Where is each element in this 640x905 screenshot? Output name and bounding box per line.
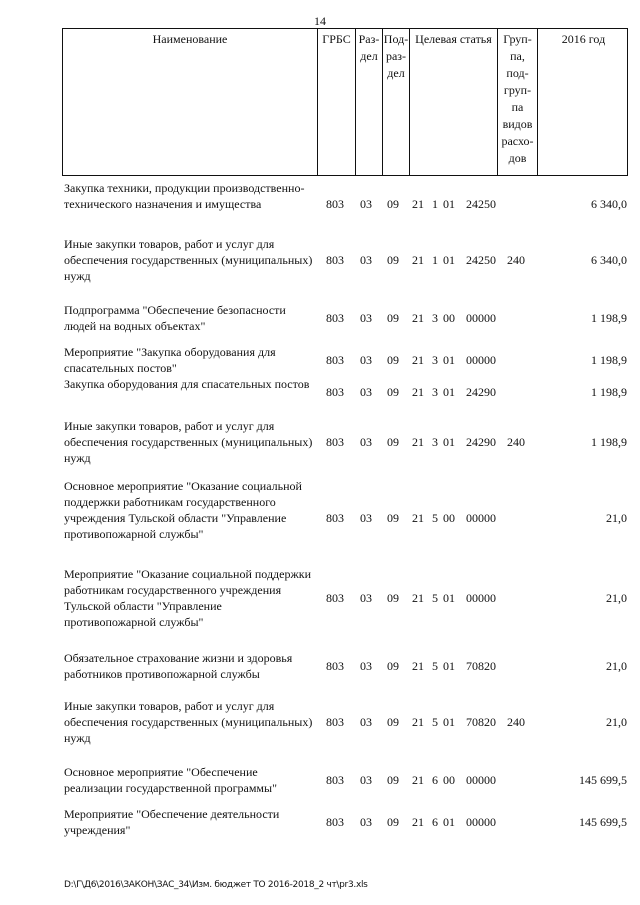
row-name: Иные закупки товаров, работ и услуг для обеспечения государственных (муниципальных) нужд <box>64 699 313 745</box>
article-subprogram-cell: 5 <box>432 715 438 729</box>
article-program-cell: 21 <box>412 253 424 267</box>
article-code-cell: 00000 <box>466 353 496 367</box>
row-name: Закупка оборудования для спасательных постов <box>64 377 310 391</box>
grbs-cell: 803 <box>326 773 344 787</box>
file-path: D:\Г\Д6\2016\ЗАКОН\ЗАС_34\Изм. бюджет ТО 2016-2018_2 чт\pr3.xls <box>64 880 368 890</box>
article-program-cell: 21 <box>412 197 424 211</box>
amount-cell: 145 699,5 <box>579 773 627 787</box>
header-name: Наименование <box>152 32 228 46</box>
grbs-cell: 803 <box>326 511 344 525</box>
article-event-cell: 01 <box>443 385 455 399</box>
podrazdel-cell: 09 <box>387 435 399 449</box>
article-event-cell: 01 <box>443 591 455 605</box>
amount-cell: 1 198,9 <box>591 311 627 325</box>
razdel-cell: 03 <box>360 311 372 325</box>
article-program-cell: 21 <box>412 435 424 449</box>
article-event-cell: 00 <box>443 311 455 325</box>
article-event-cell: 01 <box>443 435 455 449</box>
podrazdel-cell: 09 <box>387 385 399 399</box>
row-name: Обязательное страхование жизни и здоровья работников противопожарной службы <box>64 651 293 681</box>
article-subprogram-cell: 3 <box>432 353 438 367</box>
article-subprogram-cell: 3 <box>432 435 438 449</box>
header-article: Целевая статья <box>409 29 497 175</box>
row-name: Подпрограмма "Обеспечение безопасности людей на водных объектах" <box>64 303 286 333</box>
group-cell: 240 <box>507 715 525 729</box>
podrazdel-cell: 09 <box>387 253 399 267</box>
grbs-cell: 803 <box>326 659 344 673</box>
article-subprogram-cell: 5 <box>432 659 438 673</box>
article-program-cell: 21 <box>412 815 424 829</box>
razdel-cell: 03 <box>360 659 372 673</box>
article-code-cell: 00000 <box>466 773 496 787</box>
grbs-cell: 803 <box>326 385 344 399</box>
article-subprogram-cell: 3 <box>432 385 438 399</box>
article-subprogram-cell: 3 <box>432 311 438 325</box>
article-code-cell: 00000 <box>466 311 496 325</box>
podrazdel-cell: 09 <box>387 715 399 729</box>
grbs-cell: 803 <box>326 815 344 829</box>
amount-cell: 21,0 <box>606 715 627 729</box>
article-code-cell: 24250 <box>466 197 496 211</box>
podrazdel-cell: 09 <box>387 659 399 673</box>
row-name: Основное мероприятие "Оказание социальной поддержки работникам государственного учреждения Тульской области "Управление противопожарной службы" <box>64 479 302 541</box>
grbs-cell: 803 <box>326 311 344 325</box>
row-name: Закупка техники, продукции производственно-технического назначения и имущества <box>64 181 305 211</box>
grbs-cell: 803 <box>326 353 344 367</box>
article-event-cell: 01 <box>443 197 455 211</box>
article-code-cell: 00000 <box>466 815 496 829</box>
header-group: Груп- па, под- груп- па видов расхо- дов <box>497 29 537 175</box>
amount-cell: 21,0 <box>606 511 627 525</box>
article-event-cell: 01 <box>443 659 455 673</box>
razdel-cell: 03 <box>360 435 372 449</box>
podrazdel-cell: 09 <box>387 773 399 787</box>
article-subprogram-cell: 6 <box>432 773 438 787</box>
row-name: Мероприятие "Оказание социальной поддержки работникам государственного учреждения Тульской области "Управление противопожарной службы" <box>64 567 312 629</box>
grbs-cell: 803 <box>326 435 344 449</box>
razdel-cell: 03 <box>360 253 372 267</box>
razdel-cell: 03 <box>360 715 372 729</box>
page-number: 14 <box>314 14 326 28</box>
amount-cell: 145 699,5 <box>579 815 627 829</box>
razdel-cell: 03 <box>360 385 372 399</box>
amount-cell: 6 340,0 <box>591 253 627 267</box>
header-grbs: ГРБС <box>317 29 355 175</box>
podrazdel-cell: 09 <box>387 353 399 367</box>
article-code-cell: 70820 <box>466 715 496 729</box>
row-name: Иные закупки товаров, работ и услуг для обеспечения государственных (муниципальных) нужд <box>64 419 313 465</box>
row-name: Иные закупки товаров, работ и услуг для обеспечения государственных (муниципальных) нужд <box>64 237 313 283</box>
group-cell: 240 <box>507 253 525 267</box>
article-program-cell: 21 <box>412 511 424 525</box>
grbs-cell: 803 <box>326 715 344 729</box>
article-program-cell: 21 <box>412 659 424 673</box>
article-event-cell: 00 <box>443 773 455 787</box>
article-code-cell: 24250 <box>466 253 496 267</box>
row-name: Мероприятие "Обеспечение деятельности учреждения" <box>64 807 280 837</box>
article-subprogram-cell: 1 <box>432 197 438 211</box>
amount-cell: 1 198,9 <box>591 435 627 449</box>
article-event-cell: 01 <box>443 815 455 829</box>
article-program-cell: 21 <box>412 353 424 367</box>
podrazdel-cell: 09 <box>387 511 399 525</box>
article-code-cell: 00000 <box>466 511 496 525</box>
razdel-cell: 03 <box>360 511 372 525</box>
amount-cell: 6 340,0 <box>591 197 627 211</box>
header-podrazdel: Под- раз- дел <box>382 29 409 175</box>
podrazdel-cell: 09 <box>387 591 399 605</box>
podrazdel-cell: 09 <box>387 197 399 211</box>
podrazdel-cell: 09 <box>387 311 399 325</box>
group-cell: 240 <box>507 435 525 449</box>
article-subprogram-cell: 6 <box>432 815 438 829</box>
grbs-cell: 803 <box>326 197 344 211</box>
article-event-cell: 01 <box>443 715 455 729</box>
podrazdel-cell: 09 <box>387 815 399 829</box>
razdel-cell: 03 <box>360 353 372 367</box>
article-code-cell: 24290 <box>466 385 496 399</box>
article-event-cell: 00 <box>443 511 455 525</box>
header-razdel: Раз- дел <box>355 29 382 175</box>
article-program-cell: 21 <box>412 385 424 399</box>
header-year: 2016 год <box>537 29 629 175</box>
row-name: Основное мероприятие "Обеспечение реализации государственной программы" <box>64 765 277 795</box>
article-code-cell: 70820 <box>466 659 496 673</box>
article-subprogram-cell: 5 <box>432 511 438 525</box>
grbs-cell: 803 <box>326 253 344 267</box>
article-subprogram-cell: 5 <box>432 591 438 605</box>
amount-cell: 1 198,9 <box>591 353 627 367</box>
article-event-cell: 01 <box>443 353 455 367</box>
amount-cell: 1 198,9 <box>591 385 627 399</box>
article-program-cell: 21 <box>412 715 424 729</box>
grbs-cell: 803 <box>326 591 344 605</box>
amount-cell: 21,0 <box>606 659 627 673</box>
article-subprogram-cell: 1 <box>432 253 438 267</box>
razdel-cell: 03 <box>360 591 372 605</box>
article-code-cell: 24290 <box>466 435 496 449</box>
article-program-cell: 21 <box>412 591 424 605</box>
article-program-cell: 21 <box>412 311 424 325</box>
razdel-cell: 03 <box>360 197 372 211</box>
article-event-cell: 01 <box>443 253 455 267</box>
table-header <box>62 28 628 176</box>
article-code-cell: 00000 <box>466 591 496 605</box>
article-program-cell: 21 <box>412 773 424 787</box>
razdel-cell: 03 <box>360 815 372 829</box>
amount-cell: 21,0 <box>606 591 627 605</box>
razdel-cell: 03 <box>360 773 372 787</box>
row-name: Мероприятие "Закупка оборудования для спасательных постов" <box>64 345 276 375</box>
